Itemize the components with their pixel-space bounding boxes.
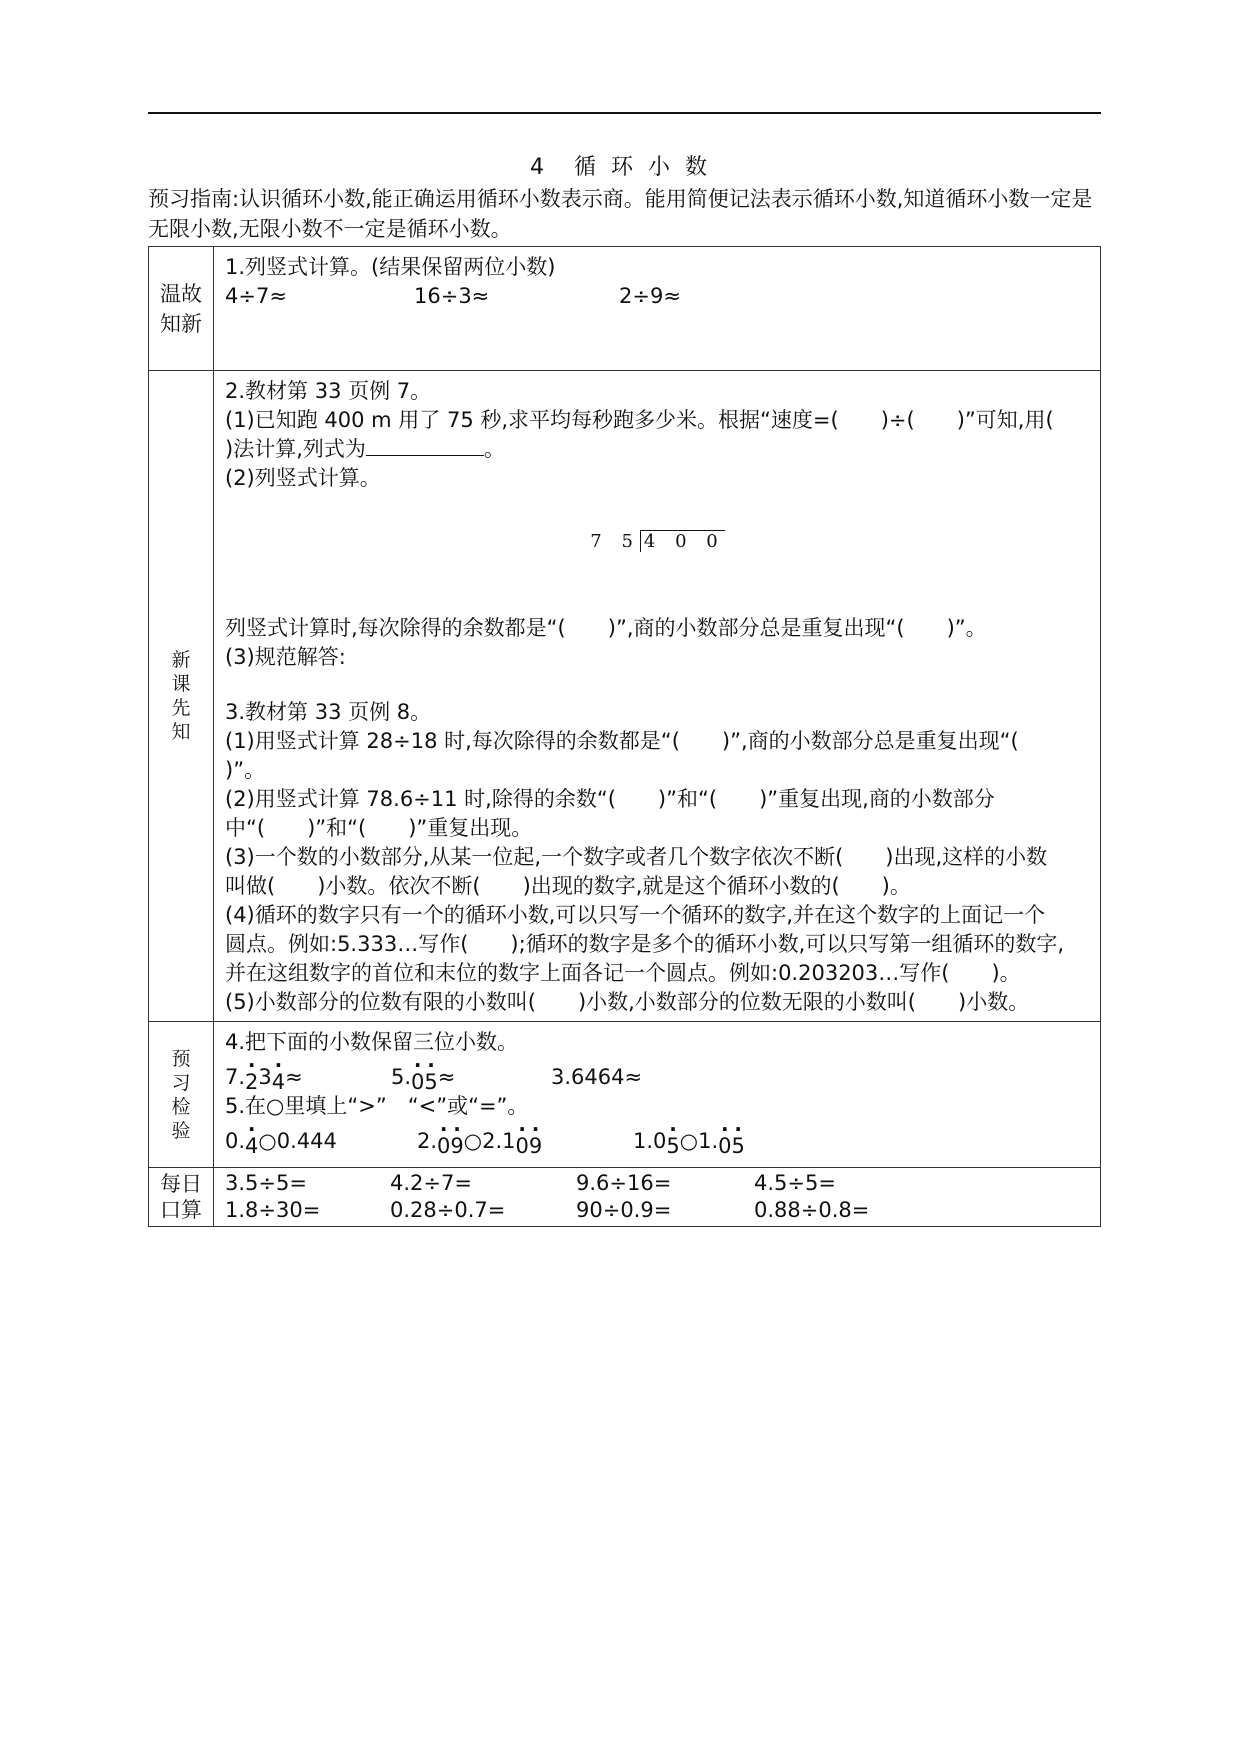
question-2-1: (1)已知跑 400 m 用了 75 秒,求平均每秒跑多少米。根据“速度=( )÷( )”可知,用( — [225, 408, 1054, 432]
preview-check-row — [149, 1022, 1101, 1168]
decimal-item: 7.· 23· 4≈ — [225, 1063, 391, 1092]
long-division — [225, 531, 1090, 552]
preview-check-content — [214, 1022, 1101, 1168]
mental-math-item: 0.28÷0.7= — [390, 1198, 506, 1222]
compare-item: 0.· 4○0.444 — [225, 1127, 417, 1156]
question-2-1-cont: )法计算,列式为 。 — [225, 437, 505, 461]
decimal-item: 3.6464≈ — [551, 1065, 643, 1089]
review-content — [214, 247, 1101, 371]
question-3: 3.教材第 33 页例 8。 — [225, 700, 432, 724]
header-rule — [148, 112, 1101, 114]
preview-guide: 预习指南:认识循环小数,能正确运用循环小数表示商。能用简便记法表示循环小数,知道循环小数一定是无限小数,无限小数不一定是循环小数。 — [148, 187, 1093, 241]
question-1-expressions — [225, 282, 1090, 311]
question-3-4-cont: 圆点。例如:5.333…写作( );循环的数字是多个的循环小数,可以只写第一组循环的数字, — [225, 932, 1065, 956]
mental-math-item: 4.2÷7= — [390, 1171, 472, 1195]
question-3-1: (1)用竖式计算 28÷18 时,每次除得的余数都是“( )”,商的小数部分总是重复出现“( — [225, 729, 1019, 753]
answer-blank — [366, 437, 484, 456]
preview-check-label: 预 习 检 验 — [149, 1022, 214, 1168]
question-5-items — [225, 1127, 1090, 1156]
expression: 16÷3≈ — [414, 284, 490, 308]
question-1: 1.列竖式计算。(结果保留两位小数) — [225, 255, 556, 279]
question-3-3: (3)一个数的小数部分,从某一位起,一个数字或者几个数字依次不断( )出现,这样的小数 — [225, 845, 1048, 869]
question-3-4: (4)循环的数字只有一个的循环小数,可以只写一个循环的数字,并在这个数字的上面记一个 — [225, 903, 1046, 927]
review-row — [149, 247, 1101, 371]
daily-mental-math-row — [149, 1168, 1101, 1227]
question-2-3: (3)规范解答: — [225, 645, 346, 669]
mental-math-row — [225, 1170, 1090, 1197]
mental-math-item: 0.88÷0.8= — [754, 1198, 870, 1222]
page-title: 4 循 环 小 数 — [530, 155, 711, 180]
decimal-item: 5.· 0· 5≈ — [391, 1063, 551, 1092]
question-3-4-cont2: 并在这组数字的首位和末位的数字上面各记一个圆点。例如:0.203203…写作( )。 — [225, 961, 1021, 985]
mental-math-row — [225, 1197, 1090, 1224]
daily-mental-math-content — [214, 1168, 1101, 1227]
mental-math-item: 4.5÷5= — [754, 1171, 836, 1195]
mental-math-item: 90÷0.9= — [576, 1198, 672, 1222]
question-2-2: (2)列竖式计算。 — [225, 466, 381, 490]
question-5: 5.在○里填上“>” “<”或“=”。 — [225, 1094, 529, 1118]
question-3-5: (5)小数部分的位数有限的小数叫( )小数,小数部分的位数无限的小数叫( )小数。 — [225, 990, 1030, 1014]
question-4: 4.把下面的小数保留三位小数。 — [225, 1030, 519, 1054]
review-label: 温故 知新 — [149, 247, 214, 371]
question-2: 2.教材第 33 页例 7。 — [225, 379, 432, 403]
mental-math-item: 9.6÷16= — [576, 1171, 672, 1195]
question-3-3-cont: 叫做( )小数。依次不断( )出现的数字,就是这个循环小数的( )。 — [225, 874, 911, 898]
question-3-2-cont: 中“( )”和“( )”重复出现。 — [225, 816, 533, 840]
divisor: 7 5 — [590, 531, 640, 552]
new-lesson-row — [149, 371, 1101, 1022]
mental-math-item: 1.8÷30= — [225, 1198, 321, 1222]
dividend: 4 0 0 — [640, 530, 725, 552]
daily-mental-math-label: 每日 口算 — [149, 1168, 214, 1227]
question-3-1-cont: )”。 — [225, 758, 266, 782]
question-2-note: 列竖式计算时,每次除得的余数都是“( )”,商的小数部分总是重复出现“( )”。 — [225, 616, 987, 640]
expression: 2÷9≈ — [619, 284, 681, 308]
question-4-items — [225, 1063, 1090, 1092]
worksheet-table — [148, 246, 1101, 1227]
question-3-2: (2)用竖式计算 78.6÷11 时,除得的余数“( )”和“( )”重复出现,商的小数部分 — [225, 787, 995, 811]
compare-item: 2.· 0· 9○2.1· 0· 9 — [417, 1127, 633, 1156]
expression: 4÷7≈ — [225, 284, 287, 308]
compare-item: 1.0· 5○1.· 0· 5 — [633, 1127, 745, 1156]
new-lesson-label: 新 课 先 知 — [149, 371, 214, 1022]
new-lesson-content — [214, 371, 1101, 1022]
mental-math-item: 3.5÷5= — [225, 1171, 307, 1195]
